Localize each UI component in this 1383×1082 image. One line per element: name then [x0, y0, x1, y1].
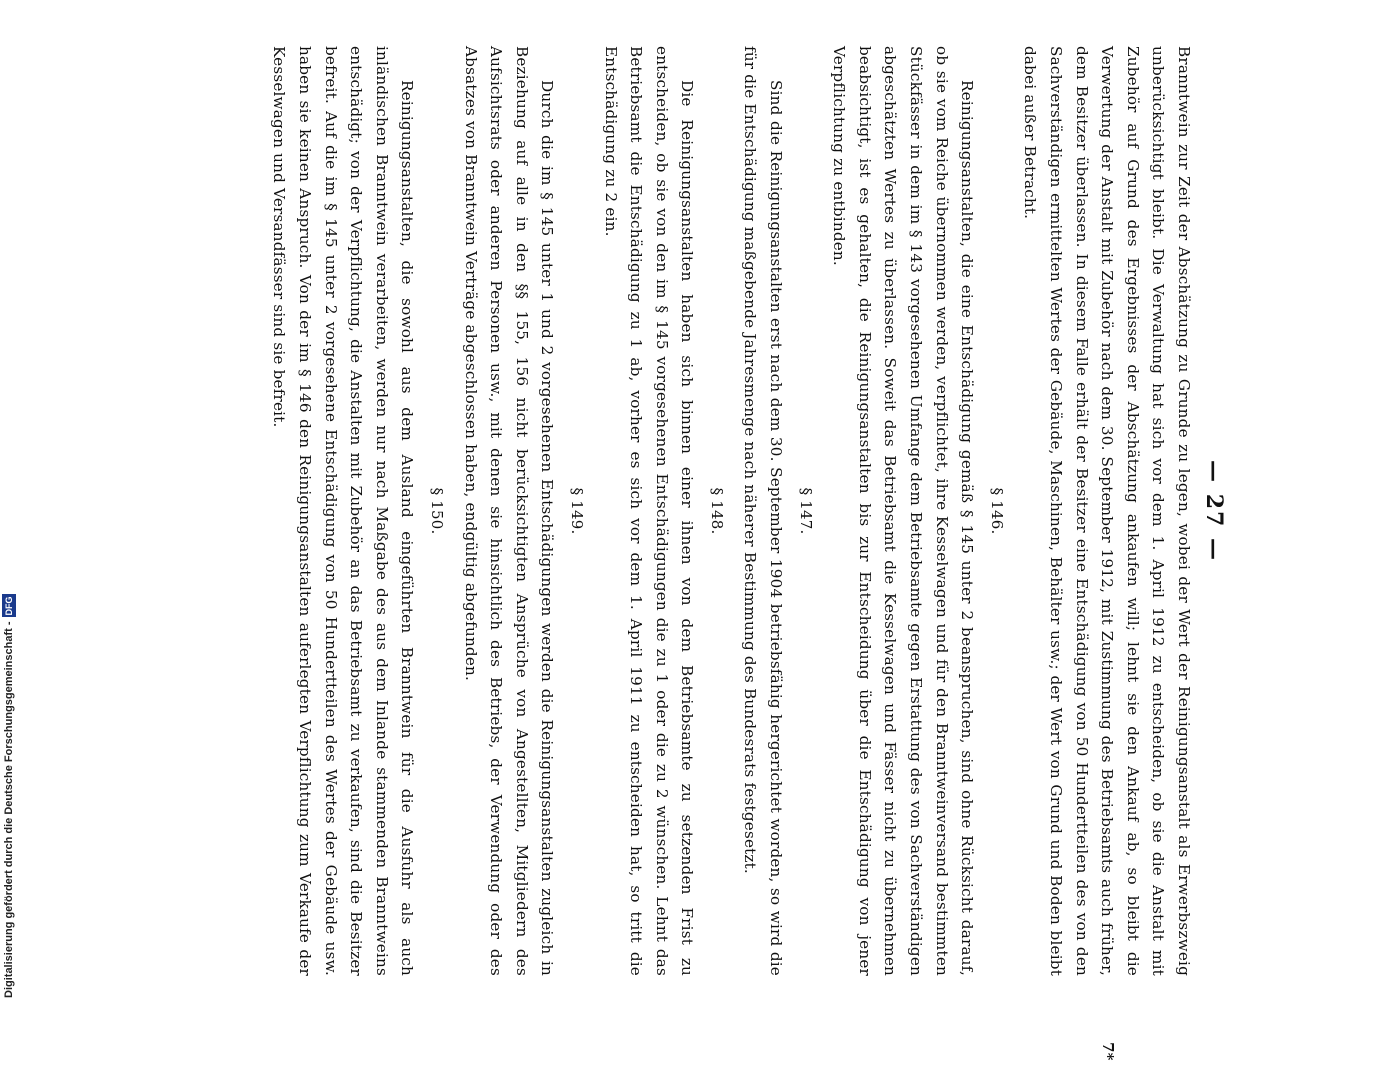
footer-text: Digitalisierung gefördert durch die Deutsche Forschungsgemeinschaft -	[3, 621, 15, 998]
intro-paragraph: Branntwein zur Zeit der Abschätzung zu Grunde zu legen, wobei der Wert der Reinigungsanstalt als Erwerbszweig unberücksichtigt bleibt. Die Verwaltung hat sich vor dem 1. April 1912 zu entscheiden, ob sie die Anstalt mit Zubehör auf Grund des Ergebnisses der Abschätzung ankaufen will; lehnt sie den Ankauf ab, so bleibt die Verwertung der Anstalt mit Zubehör nach dem 30. September 1912, mit Zustimmung des Betriebsamts auch früher, dem Besitzer überlassen. In diesem Falle erhält der Besitzer eine Entschädigung von 50 Hundertteilen des von den Sachverständigen ermittelten Wertes der Gebäude, Maschinen, Behälter usw.; der Wert von Grund und Boden bleibt dabei außer Betracht.	[1021, 46, 1193, 976]
section-heading: § 150.	[427, 487, 446, 535]
section-paragraph: Durch die im § 145 unter 1 und 2 vorgesehenen Entschädigungen werden die Reinigungsanstalten zugleich in Beziehung auf alle in den §§ 155, 156 nicht berücksichtigten Ansprüche von Angestellten, Mitgliedern des Aufsichtsrats oder anderen Personen usw., mit denen sie hinsichtlich des Betriebs, der Verwendung oder des Absatzes von Branntwein Verträge abgeschlossen haben, endgültig abgefunden.	[461, 46, 557, 976]
section-paragraph: Die Reinigungsanstalten haben sich binnen einer ihnen von dem Betriebsamte zu setzenden Frist zu entscheiden, ob sie von den im § 145 vorgesehenen Entschädigungen die zu 1 oder die zu 2 wünschen. Lehnt das Betriebsamt die Entschädigung zu 1 ab, vorher es sich vor dem 1. April 1911 zu entscheiden hat, so tritt die Entschädigung zu 2 ein.	[601, 46, 697, 976]
section-147	[737, 46, 818, 976]
section-146	[826, 46, 1009, 976]
section-heading: § 146.	[987, 487, 1006, 535]
section-148	[597, 46, 729, 976]
section-heading: § 148.	[707, 487, 726, 535]
section-150	[266, 46, 449, 976]
section-heading: § 147.	[796, 487, 815, 535]
digitization-footer	[0, 0, 20, 1000]
section-paragraph: Reinigungsanstalten, die sowohl aus dem Ausland eingeführten Branntwein für die Ausfuhr als auch inländischen Branntwein verarbeiten, werden nur nach Maßgabe des aus dem Inlande stammenden Branntweins entschädigt; von der Verpflichtung, die Anstalten mit Zubehör an das Betriebsamt zu verkaufen, sind die Besitzer befreit. Auf die im § 145 unter 2 vorgesehene Entschädigung von 50 Hundertteilen des Wertes der Gebäude usw. haben sie keinen Anspruch. Von der im § 146 den Reinigungsanstalten auferlegten Verpflichtung zum Verkaufe der Kesselwagen und Versandfässer sind sie befreit.	[270, 46, 417, 976]
document-page	[130, 22, 1240, 1061]
section-heading: § 149.	[567, 487, 586, 535]
signature-mark: 7*	[1099, 1042, 1117, 1061]
page-number: — 27 —	[1201, 460, 1227, 562]
section-paragraph: Reinigungsanstalten, die eine Entschädigung gemäß § 145 unter 2 beanspruchen, sind ohne Rücksicht darauf, ob sie vom Reiche übernommen werden, verpflichtet, ihre Kesselwagen und für den Branntweinversand bestimmten Stückfässer in dem im § 143 vorgesehenen Umfange dem Betriebsamte gegen Erstattung des von Sachverständigen abgeschätzten Wertes zu überlassen. Soweit das Betriebsamt die Kesselwagen und Fässer nicht zu übernehmen beabsichtigt, ist es gehalten, die Reinigungsanstalten bis zur Entscheidung über die Entschädigung von jener Verpflichtung zu entbinden.	[830, 46, 977, 976]
dfg-logo: DFG	[4, 596, 14, 616]
section-paragraph: Sind die Reinigungsanstalten erst nach dem 30. September 1904 betriebsfähig hergerichtet worden, so wird die für die Entschädigung maßgebende Jahresmenge nach näherer Bestimmung des Bundesrats festgesetzt.	[741, 46, 786, 976]
section-149	[457, 46, 589, 976]
